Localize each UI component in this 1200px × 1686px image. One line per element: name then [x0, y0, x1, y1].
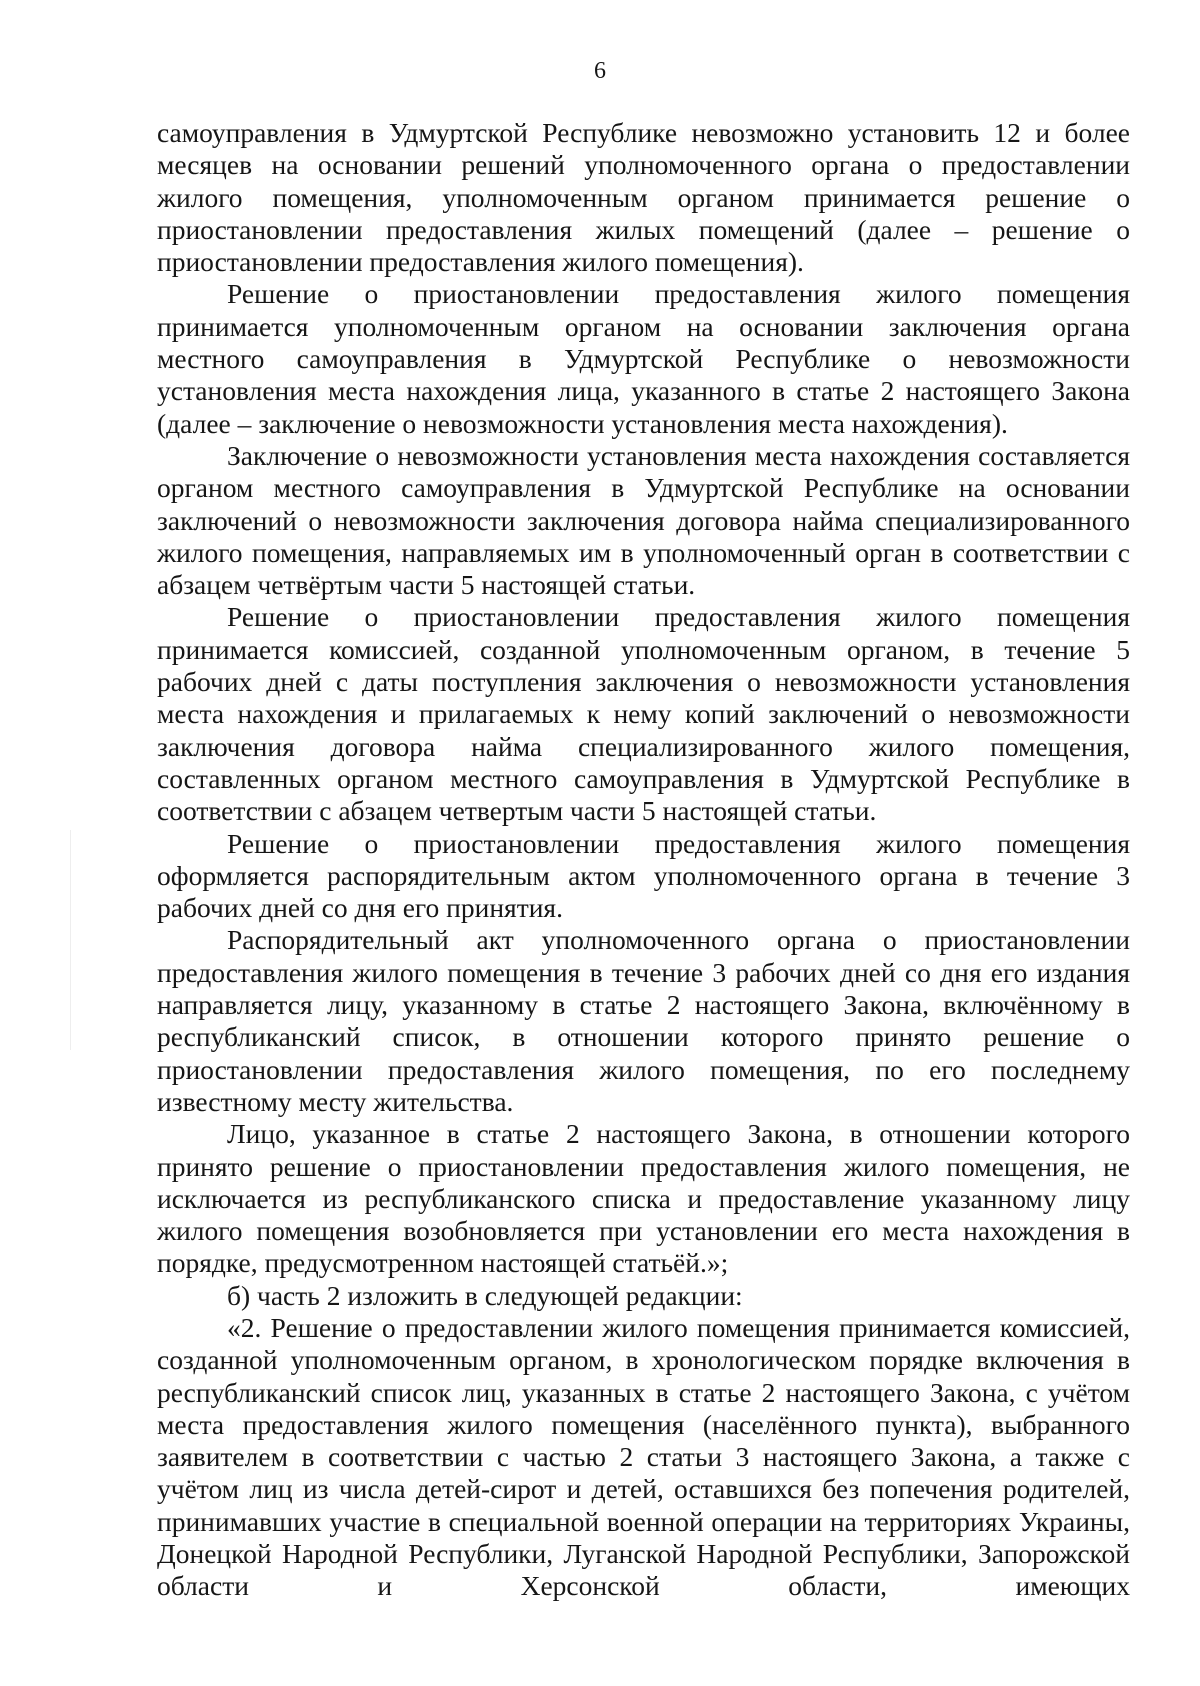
paragraph-decision-basis: Решение о приостановлении предоставления жилого помещения принимается уполномоченным органом на основании заключения органа местного самоуправления в Удмуртской Республике о невозможности установления места нахождения лица, указанного в статье 2 настоящего Закона (далее – заключение о невозможности установления места нахождения).	[157, 278, 1130, 439]
paragraph-continuation: самоуправления в Удмуртской Республике невозможно установить 12 и более месяцев на основании решений уполномоченного органа о предоставлении жилого помещения, уполномоченным органом принимается решение о приостановлении предоставления жилых помещений (далее – решение о приостановлении предоставления жилого помещения).	[157, 117, 1130, 278]
paragraph-conclusion-preparation: Заключение о невозможности установления места нахождения составляется органом местного самоуправления в Удмуртской Республике на основании заключений о невозможности заключения договора найма специализированного жилого помещения, направляемых им в уполномоченный орган в соответствии с абзацем четвёртым части 5 настоящей статьи.	[157, 439, 1130, 601]
scan-artifact	[70, 830, 71, 1050]
paragraph-commission-decision: Решение о приостановлении предоставления жилого помещения принимается комиссией, созданной уполномоченным органом, в течение 5 рабочих дней с даты поступления заключения о невозможности установления места нахождения и прилагаемых к нему копий заключений о невозможности заключения договора найма специализированного жилого помещения, составленных органом местного самоуправления в Удмуртской Республике в соответствии с абзацем четвертым части 5 настоящей статьи.	[157, 601, 1130, 827]
paragraph-part-2-text: «2. Решение о предоставлении жилого помещения принимается комиссией, созданной уполномоченным органом, в хронологическом порядке включения в республиканский список лиц, указанных в статье 2 настоящего Закона, с учётом места предоставления жилого помещения (населённого пункта), выбранного заявителем в соответствии с частью 2 статьи 3 настоящего Закона, а также с учётом лиц из числа детей-сирот и детей, оставшихся без попечения родителей, принимавших участие в специальной военной операции на территориях Украины, Донецкой Народной Республики, Луганской Народной Республики, Запорожской области и Херсонской области, имеющих	[157, 1311, 1130, 1602]
document-body	[157, 117, 1130, 1603]
paragraph-act-notification: Распорядительный акт уполномоченного органа о приостановлении предоставления жилого помещения в течение 3 рабочих дней со дня его издания направляется лицу, указанному в статье 2 настоящего Закона, включённому в республиканский список, в отношении которого принято решение о приостановлении предоставления жилого помещения, по его последнему известному месту жительства.	[157, 924, 1130, 1117]
page-number: 6	[594, 58, 606, 84]
paragraph-amendment-b: б) часть 2 изложить в следующей редакции:	[227, 1279, 743, 1311]
paragraph-list-retention: Лицо, указанное в статье 2 настоящего Закона, в отношении которого принято решение о приостановлении предоставления жилого помещения, не исключается из республиканского списка и предоставление указанному лицу жилого помещения возобновляется при установлении его места нахождения в порядке, предусмотренном настоящей статьёй.»;	[157, 1118, 1130, 1279]
paragraph-decision-formalization: Решение о приостановлении предоставления жилого помещения оформляется распорядительным актом уполномоченного органа в течение 3 рабочих дней со дня его принятия.	[157, 827, 1130, 924]
